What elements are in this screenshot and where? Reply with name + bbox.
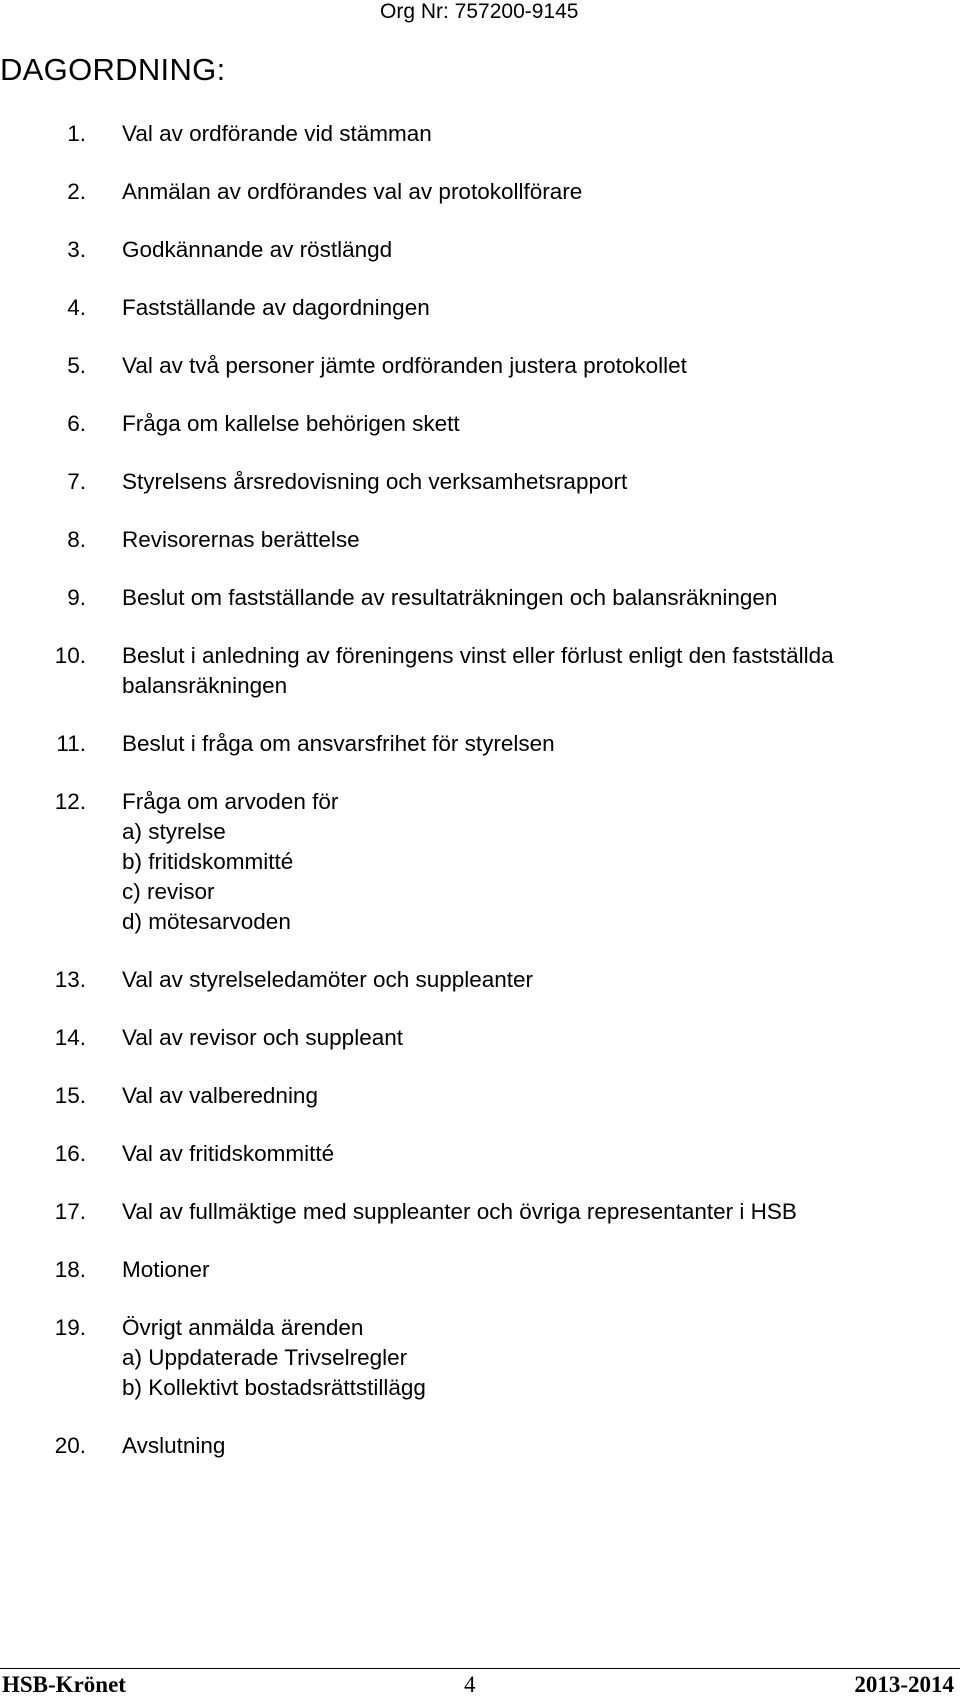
agenda-item-text: Beslut i anledning av föreningens vinst eller förlust enligt den fastställda balansräkningen — [122, 643, 834, 698]
agenda-item — [0, 1255, 960, 1285]
footer-association-name: HSB-Krönet — [2, 1672, 126, 1697]
agenda-item-number: 5. — [67, 353, 86, 378]
agenda-item-number: 11. — [56, 731, 86, 756]
agenda-item-text: Motioner — [122, 1257, 210, 1282]
agenda-item-text: Fråga om kallelse behörigen skett — [122, 411, 460, 436]
agenda-item-number: 10. — [54, 643, 86, 668]
agenda-item-number: 1. — [67, 121, 86, 146]
agenda-item-number: 17. — [54, 1199, 86, 1224]
agenda-item-text: Styrelsens årsredovisning och verksamhetsrapport — [122, 469, 628, 494]
agenda-item-number: 16. — [54, 1141, 86, 1166]
footer-divider — [0, 1668, 960, 1669]
agenda-item — [0, 235, 960, 265]
agenda-item — [0, 1081, 960, 1111]
agenda-item — [0, 641, 960, 701]
agenda-item — [0, 1197, 960, 1227]
agenda-item-number: 15. — [54, 1083, 86, 1108]
agenda-item-number: 4. — [67, 295, 86, 320]
agenda-item-number: 9. — [67, 585, 86, 610]
agenda-list — [0, 119, 960, 1489]
agenda-item-number: 14. — [54, 1025, 86, 1050]
agenda-item — [0, 787, 960, 937]
agenda-item-number: 19. — [54, 1315, 86, 1340]
agenda-subitem: b) fritidskommitté — [122, 849, 294, 874]
agenda-subitem: c) revisor — [122, 879, 215, 904]
agenda-item-text: Avslutning — [122, 1433, 226, 1458]
agenda-item — [0, 1023, 960, 1053]
agenda-item-number: 6. — [67, 411, 86, 436]
agenda-item-number: 8. — [67, 527, 86, 552]
agenda-subitem: a) styrelse — [122, 819, 226, 844]
agenda-item-text: Val av fritidskommitté — [122, 1141, 335, 1166]
agenda-item-number: 3. — [67, 237, 86, 262]
agenda-item — [0, 119, 960, 149]
agenda-subitem: d) mötesarvoden — [122, 909, 291, 934]
agenda-item — [0, 1431, 960, 1461]
agenda-item — [0, 409, 960, 439]
agenda-item-number: 7. — [67, 469, 86, 494]
org-number: Org Nr: 757200-9145 — [380, 0, 579, 23]
agenda-subitem: b) Kollektivt bostadsrättstillägg — [122, 1375, 426, 1400]
page-footer — [0, 1668, 960, 1698]
agenda-item-number: 13. — [54, 967, 86, 992]
agenda-item-text: Övrigt anmälda ärenden — [122, 1315, 364, 1340]
footer-page-number: 4 — [464, 1672, 476, 1697]
agenda-item — [0, 1313, 960, 1403]
agenda-item-number: 20. — [54, 1433, 86, 1458]
agenda-item-text: Val av ordförande vid stämman — [122, 121, 432, 146]
agenda-item-text: Val av valberedning — [122, 1083, 318, 1108]
agenda-item-text: Val av revisor och suppleant — [122, 1025, 403, 1050]
agenda-item — [0, 729, 960, 759]
agenda-item-text: Val av styrelseledamöter och suppleanter — [122, 967, 534, 992]
agenda-item-text: Revisorernas berättelse — [122, 527, 360, 552]
agenda-item — [0, 1139, 960, 1169]
agenda-item — [0, 965, 960, 995]
agenda-item-text: Fråga om arvoden för — [122, 789, 339, 814]
page-title: DAGORDNING: — [0, 52, 226, 87]
agenda-item-number: 2. — [67, 179, 86, 204]
agenda-item-number: 18. — [54, 1257, 86, 1282]
agenda-item-text: Fastställande av dagordningen — [122, 295, 430, 320]
footer-year: 2013-2014 — [854, 1672, 954, 1697]
agenda-subitem: a) Uppdaterade Trivselregler — [122, 1345, 408, 1370]
agenda-item — [0, 177, 960, 207]
agenda-item-text: Val av två personer jämte ordföranden justera protokollet — [122, 353, 687, 378]
agenda-item — [0, 583, 960, 613]
agenda-item — [0, 467, 960, 497]
agenda-item-text: Val av fullmäktige med suppleanter och övriga representanter i HSB — [122, 1199, 797, 1224]
agenda-item — [0, 351, 960, 381]
agenda-item-text: Godkännande av röstlängd — [122, 237, 393, 262]
agenda-item-number: 12. — [54, 789, 86, 814]
agenda-item-text: Beslut i fråga om ansvarsfrihet för styrelsen — [122, 731, 555, 756]
agenda-item — [0, 525, 960, 555]
agenda-item-text: Anmälan av ordförandes val av protokollförare — [122, 179, 583, 204]
agenda-item — [0, 293, 960, 323]
agenda-item-text: Beslut om fastställande av resultaträkningen och balansräkningen — [122, 585, 778, 610]
